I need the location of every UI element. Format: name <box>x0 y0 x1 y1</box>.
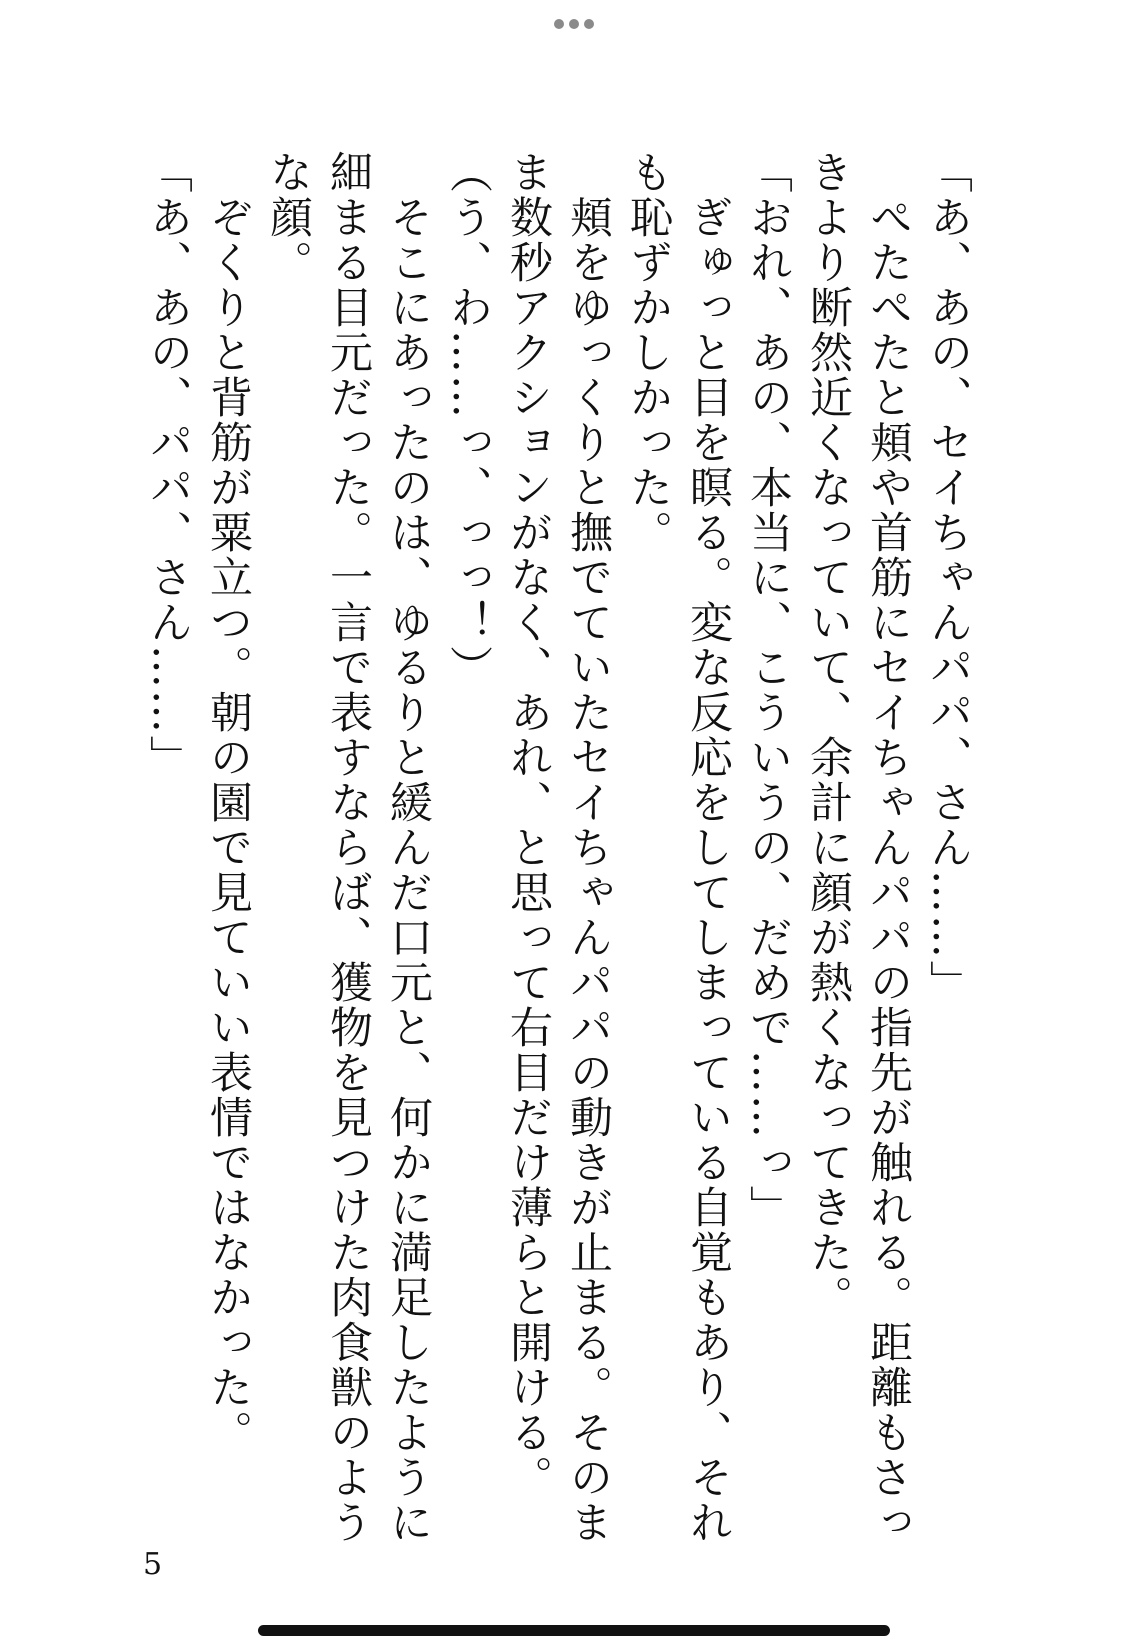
text-line: ぎゅっと目を瞑る。変な反応をしてしまっている自覚もあり、それ <box>683 150 733 1545</box>
text-line: ま数秒アクションがなく、あれ、と思って右目だけ薄らと開ける。 <box>503 150 553 1500</box>
text-line: 細まる目元だった。一言で表すならば、獲物を見つけた肉食獣のよう <box>323 150 373 1545</box>
text-line: ぞくりと背筋が粟立つ。朝の園で見ていい表情ではなかった。 <box>203 150 253 1455</box>
page-body-text <box>143 150 978 1545</box>
more-options-icon[interactable] <box>554 14 594 34</box>
text-line: きより断然近くなっていて、余計に顔が熱くなってきた。 <box>803 150 853 1320</box>
text-line: も恥ずかしかった。 <box>623 150 673 555</box>
text-line: な顔。 <box>263 150 313 285</box>
dot <box>554 19 564 29</box>
text-line: 頬をゆっくりと撫でていたセイちゃんパパの動きが止まる。そのま <box>563 150 613 1545</box>
text-line: 「あ、あの、セイちゃんパパ、さん……」 <box>923 150 973 1005</box>
dot <box>584 19 594 29</box>
dot <box>569 19 579 29</box>
page-number: 5 <box>143 1547 163 1582</box>
home-indicator[interactable] <box>258 1625 890 1636</box>
text-line: （う、わ……っ、っっ！） <box>443 150 493 690</box>
text-line: 「あ、あの、パパ、さん……」 <box>143 150 193 780</box>
text-line: ぺたぺたと頬や首筋にセイちゃんパパの指先が触れる。距離もさっ <box>863 150 913 1545</box>
text-line: そこにあったのは、ゆるりと緩んだ口元と、何かに満足したように <box>383 150 433 1545</box>
text-line: 「おれ、あの、本当に、こういうの、だめで……っ」 <box>743 150 793 1230</box>
